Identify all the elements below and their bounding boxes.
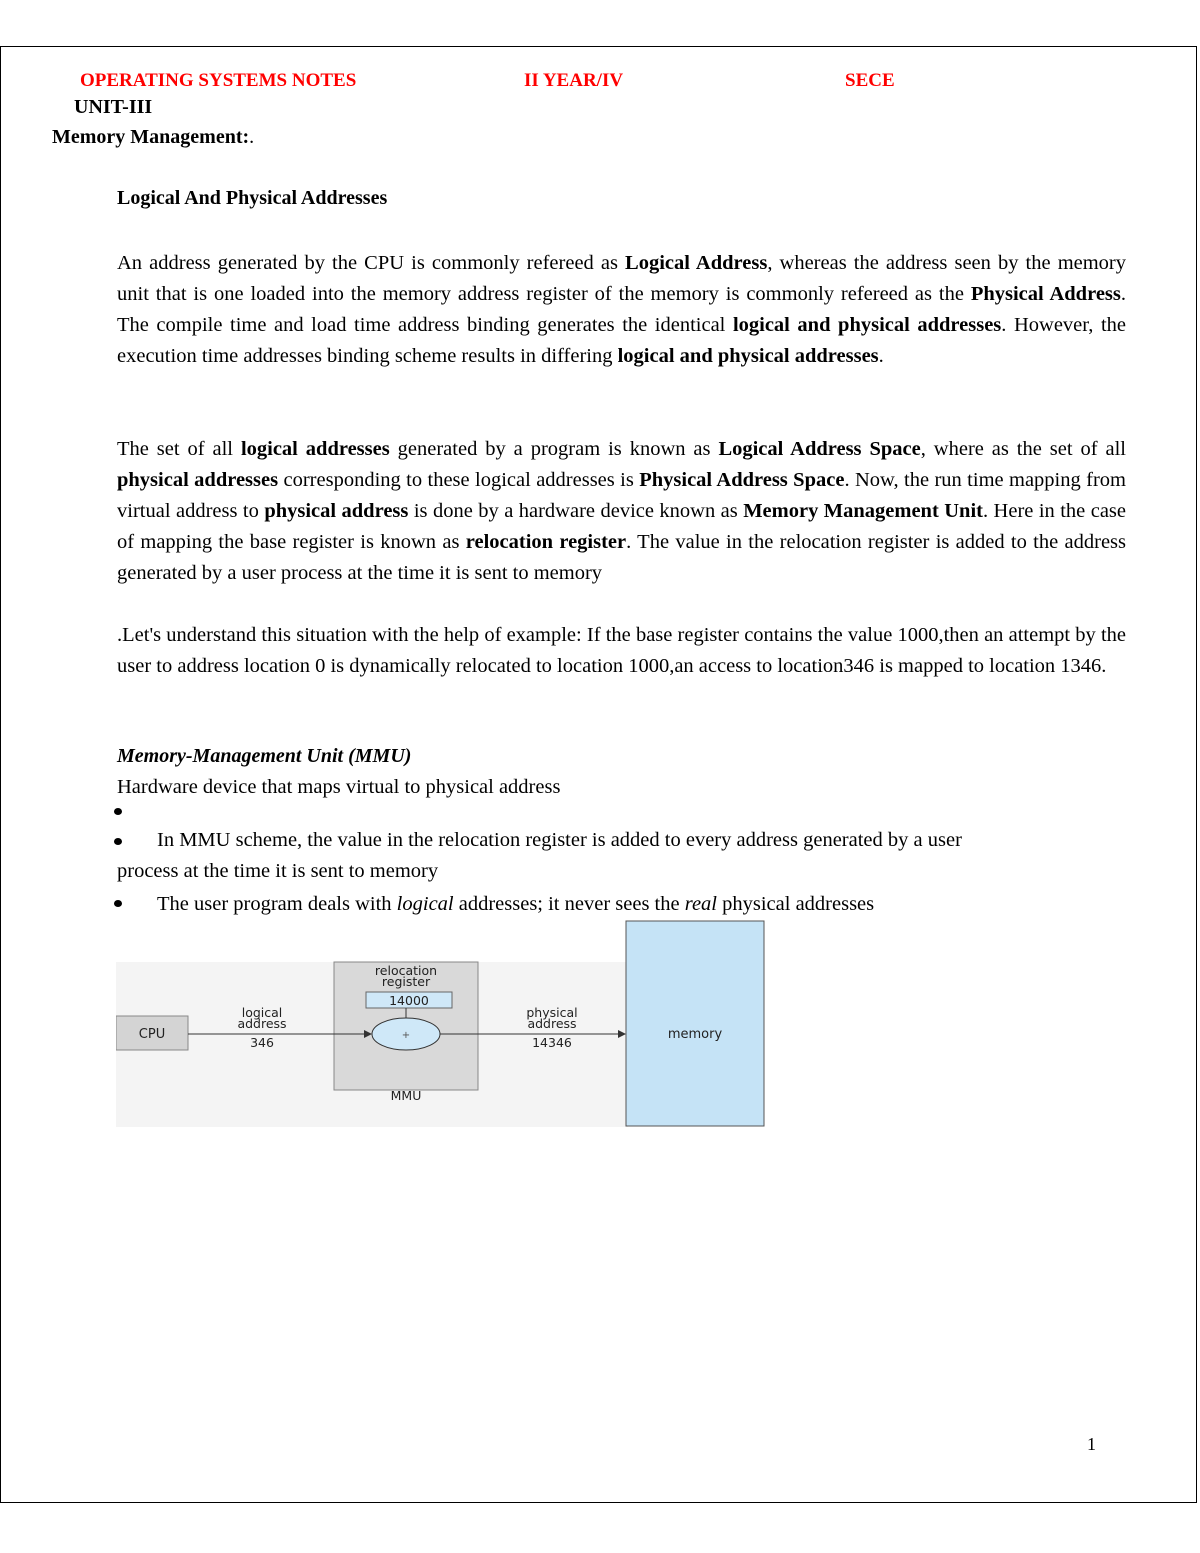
p1-text: . However, the execution time addresses binding scheme results in differing <box>117 314 1127 367</box>
bullet-2 <box>114 838 122 845</box>
memory-block <box>626 921 764 1126</box>
memory-management-title: Memory Management: <box>52 126 250 148</box>
bullet-1 <box>114 808 122 815</box>
p1-bold: logical and physical addresses <box>617 345 879 367</box>
b3-italic: real <box>684 893 717 915</box>
p1-text: , whereas the address seen by the memory unit that is one loaded into the memory address register of the memory is commonly refereed as the <box>117 252 1127 305</box>
paragraph-address-space <box>117 434 1126 589</box>
bullet-3-text <box>157 889 874 920</box>
p1-text: . The compile time and load time address binding generates the identical <box>117 283 1126 336</box>
bullet-3 <box>114 900 122 907</box>
p2-text: The set of all <box>117 438 241 460</box>
memory-management-suffix: . <box>249 126 255 148</box>
section-title: Logical And Physical Addresses <box>117 187 388 209</box>
physical-label-2: address <box>527 1016 577 1031</box>
p2-bold: physical addresses <box>117 469 279 491</box>
p2-text: . The value in the relocation register is added to the address generated by a user process at the time it is sent to memory <box>117 531 1126 584</box>
p1-text: An address generated by the CPU is commonly refereed as <box>117 252 626 274</box>
p2-bold: Memory Management Unit <box>743 500 983 522</box>
logical-label-1: logical <box>241 1005 283 1020</box>
bullet-2-text: In MMU scheme, the value in the relocation register is added to every address generated by a user <box>157 829 962 851</box>
relocation-label-1: relocation <box>374 963 438 978</box>
physical-label-1: physical <box>526 1005 578 1020</box>
p2-bold: Logical Address Space <box>718 438 921 460</box>
bullet-2-continuation: process at the time it is sent to memory <box>117 860 439 882</box>
p2-text: , where as the set of all <box>920 438 1126 460</box>
memory-management-heading <box>52 126 254 149</box>
logical-label-2: address <box>237 1016 287 1031</box>
b3-text: addresses; it never sees the <box>453 893 685 915</box>
relocation-register-value: 14000 <box>389 993 429 1008</box>
p2-bold: physical address <box>264 500 409 522</box>
p2-text: is done by a hardware device known as <box>408 500 744 522</box>
mmu-definition: Hardware device that maps virtual to physical address <box>117 776 561 798</box>
p2-text: . Here in the case of mapping the base register is known as <box>117 500 1126 553</box>
b3-italic: logical <box>396 893 454 915</box>
mmu-label: MMU <box>390 1088 422 1103</box>
p2-bold: Physical Address Space <box>639 469 845 491</box>
logical-address-value: 346 <box>250 1035 274 1050</box>
physical-address-value: 14346 <box>532 1035 572 1050</box>
p1-bold: Physical Address <box>970 283 1121 305</box>
adder-symbol: + <box>401 1030 411 1041</box>
p1-bold: Logical Address <box>625 252 768 274</box>
mmu-diagram <box>116 920 768 1130</box>
paragraph-example: .Let's understand this situation with the help of example: If the base register contains the value 1000,then an attempt by the user to address location 0 is dynamically relocated to location 1000,an access to location346 is mapped to location 1346. <box>117 624 1126 677</box>
relocation-label-2: register <box>381 974 431 989</box>
unit-heading: UNIT-III <box>74 96 153 118</box>
p2-text: . Now, the run time mapping from virtual address to <box>117 469 1126 522</box>
header-year: II YEAR/IV <box>524 70 624 91</box>
header-course-title: OPERATING SYSTEMS NOTES <box>80 70 357 91</box>
b3-text: physical addresses <box>717 893 875 915</box>
b3-text: The user program deals with <box>157 893 397 915</box>
mmu-heading: Memory-Management Unit (MMU) <box>117 745 412 767</box>
p1-bold: logical and physical addresses <box>732 314 1002 336</box>
p1-text: . <box>878 345 884 367</box>
page-number: 1 <box>1087 1434 1096 1454</box>
p2-bold: logical addresses <box>240 438 390 460</box>
header-college: SECE <box>845 70 895 91</box>
p2-text: corresponding to these logical addresses is <box>278 469 640 491</box>
p2-text: generated by a program is known as <box>389 438 719 460</box>
p2-bold: relocation register <box>465 531 627 553</box>
memory-label: memory <box>667 1027 723 1042</box>
paragraph-logical-physical <box>117 248 1126 372</box>
cpu-label: CPU <box>138 1027 166 1042</box>
